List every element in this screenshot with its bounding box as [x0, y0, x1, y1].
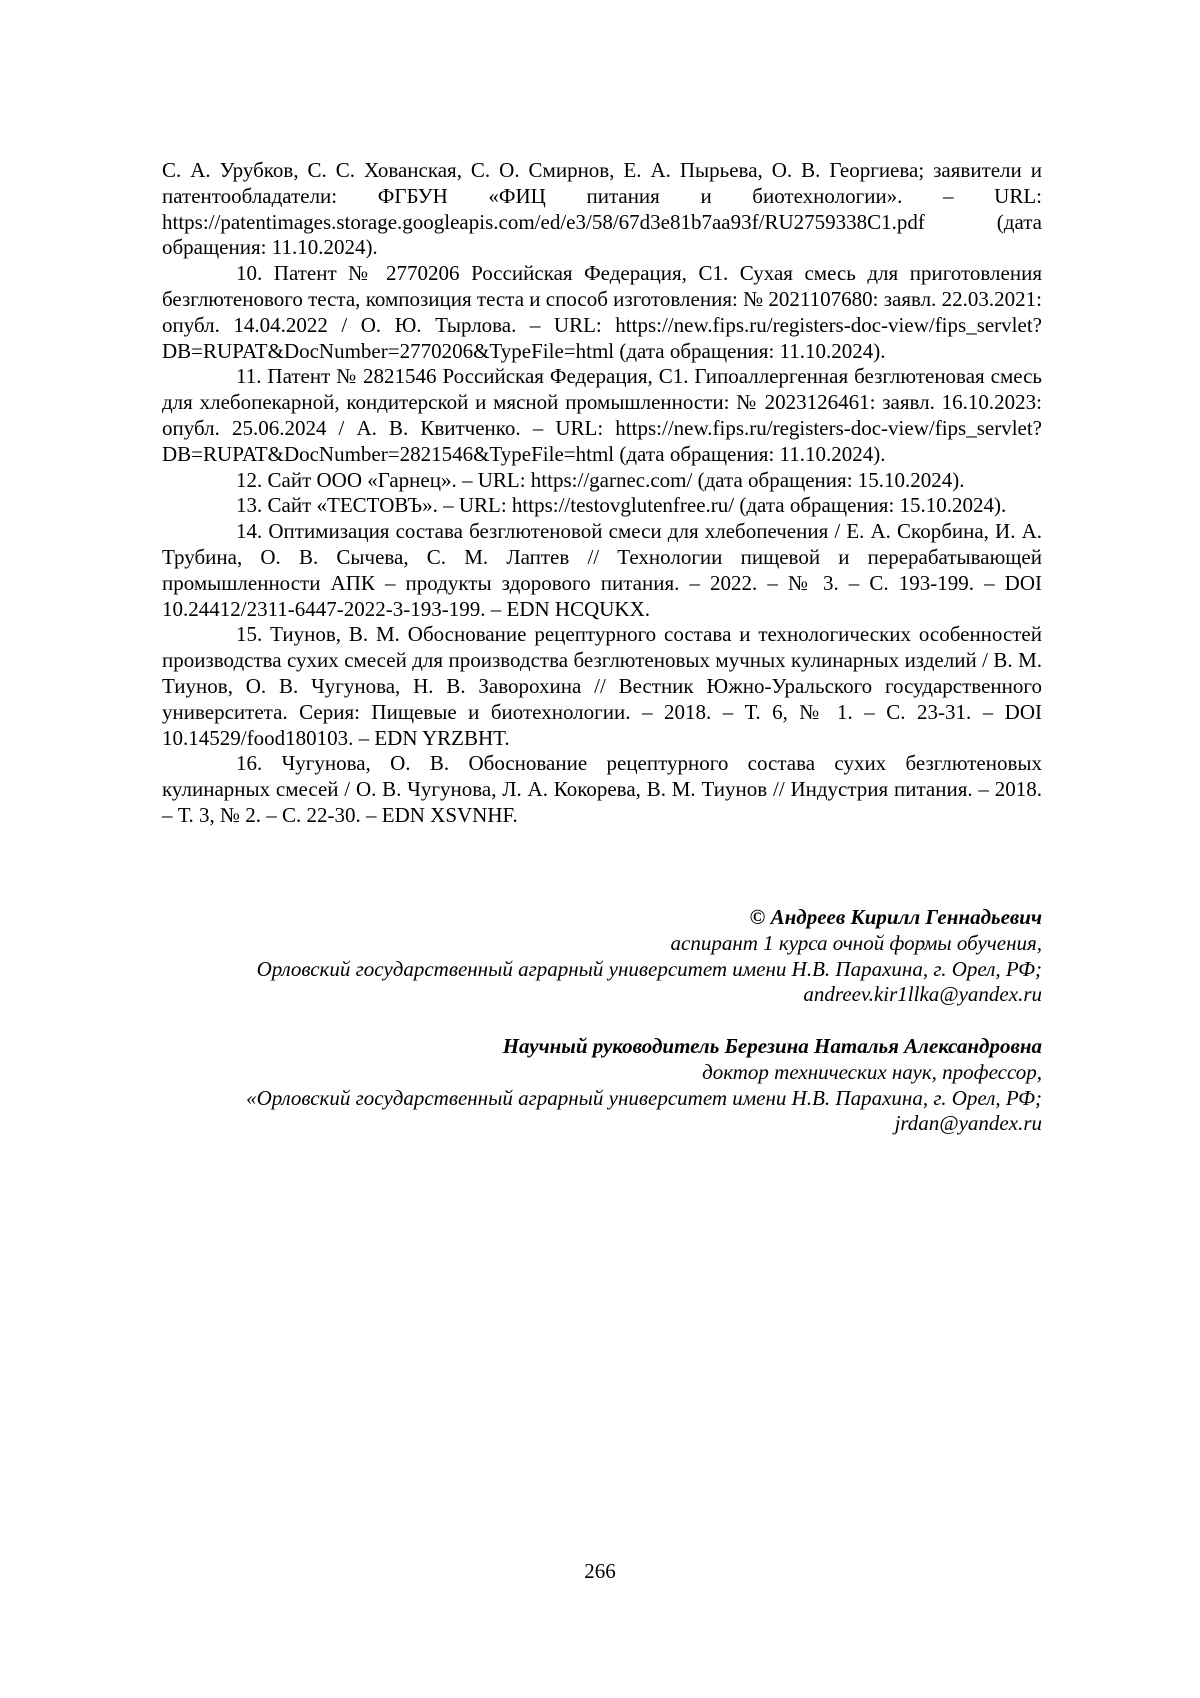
reference-item-9-continued: С. А. Урубков, С. С. Хованская, С. О. Смирнов, Е. А. Пырьева, О. В. Георгиева; заявители и патентообладатели: ФГБУН «ФИЦ питания и биотехнологии». – URL: https://patentimages.storage.googleapis.com/ed/e3/58/67d3e81b7aa93f/RU2759338C1.pdf (дата обращения: 11.10.2024).	[162, 158, 1042, 261]
author-name: © Андреев Кирилл Геннадьевич	[142, 905, 1042, 931]
supervisor-position: доктор технических наук, профессор,	[142, 1060, 1042, 1086]
supervisor-email: jrdan@yandex.ru	[142, 1111, 1042, 1137]
author-position: аспирант 1 курса очной формы обучения,	[142, 931, 1042, 957]
author-email: andreev.kir1llka@yandex.ru	[142, 982, 1042, 1008]
reference-list	[162, 158, 1042, 829]
reference-item-15: 15. Тиунов, В. М. Обоснование рецептурного состава и технологических особенностей производства сухих смесей для производства безглютеновых мучных кулинарных изделий / В. М. Тиунов, О. В. Чугунова, Н. В. Заворохина // Вестник Южно-Уральского государственного университета. Серия: Пищевые и биотехнологии. – 2018. – Т. 6, № 1. – С. 23-31. – DOI 10.14529/food180103. – EDN YRZBHT.	[162, 622, 1042, 751]
reference-item-13: 13. Сайт «ТЕСТОВЪ». – URL: https://testovglutenfree.ru/ (дата обращения: 15.10.2024).	[162, 493, 1042, 519]
author-signature	[142, 905, 1042, 1008]
reference-item-12: 12. Сайт ООО «Гарнец». – URL: https://garnec.com/ (дата обращения: 15.10.2024).	[162, 468, 1042, 494]
supervisor-affiliation: «Орловский государственный аграрный университет имени Н.В. Парахина, г. Орел, РФ;	[142, 1086, 1042, 1112]
author-affiliation: Орловский государственный аграрный университет имени Н.В. Парахина, г. Орел, РФ;	[142, 957, 1042, 983]
supervisor-name: Научный руководитель Березина Наталья Александровна	[142, 1034, 1042, 1060]
reference-item-16: 16. Чугунова, О. В. Обоснование рецептурного состава сухих безглютеновых кулинарных смесей / О. В. Чугунова, Л. А. Кокорева, В. М. Тиунов // Индустрия питания. – 2018. – Т. 3, № 2. – С. 22-30. – EDN XSVNHF.	[162, 751, 1042, 828]
document-page	[0, 0, 1200, 1698]
reference-item-10: 10. Патент № 2770206 Российская Федерация, C1. Сухая смесь для приготовления безглютенового теста, композиция теста и способ изготовления: № 2021107680: заявл. 22.03.2021: опубл. 14.04.2022 / О. Ю. Тырлова. – URL: https://new.fips.ru/registers-doc-view/fips_servlet?DB=RUPAT&DocNumber=2770206&TypeFile=html (дата обращения: 11.10.2024).	[162, 261, 1042, 364]
supervisor-signature	[142, 1034, 1042, 1137]
page-number: 266	[0, 1558, 1200, 1584]
reference-item-14: 14. Оптимизация состава безглютеновой смеси для хлебопечения / Е. А. Скорбина, И. А. Трубина, О. В. Сычева, С. М. Лаптев // Технологии пищевой и перерабатывающей промышленности АПК – продукты здорового питания. – 2022. – № 3. – С. 193-199. – DOI 10.24412/2311-6447-2022-3-193-199. – EDN HCQUKX.	[162, 519, 1042, 622]
reference-item-11: 11. Патент № 2821546 Российская Федерация, C1. Гипоаллергенная безглютеновая смесь для хлебопекарной, кондитерской и мясной промышленности: № 2023126461: заявл. 16.10.2023: опубл. 25.06.2024 / А. В. Квитченко. – URL: https://new.fips.ru/registers-doc-view/fips_servlet?DB=RUPAT&DocNumber=2821546&TypeFile=html (дата обращения: 11.10.2024).	[162, 364, 1042, 467]
